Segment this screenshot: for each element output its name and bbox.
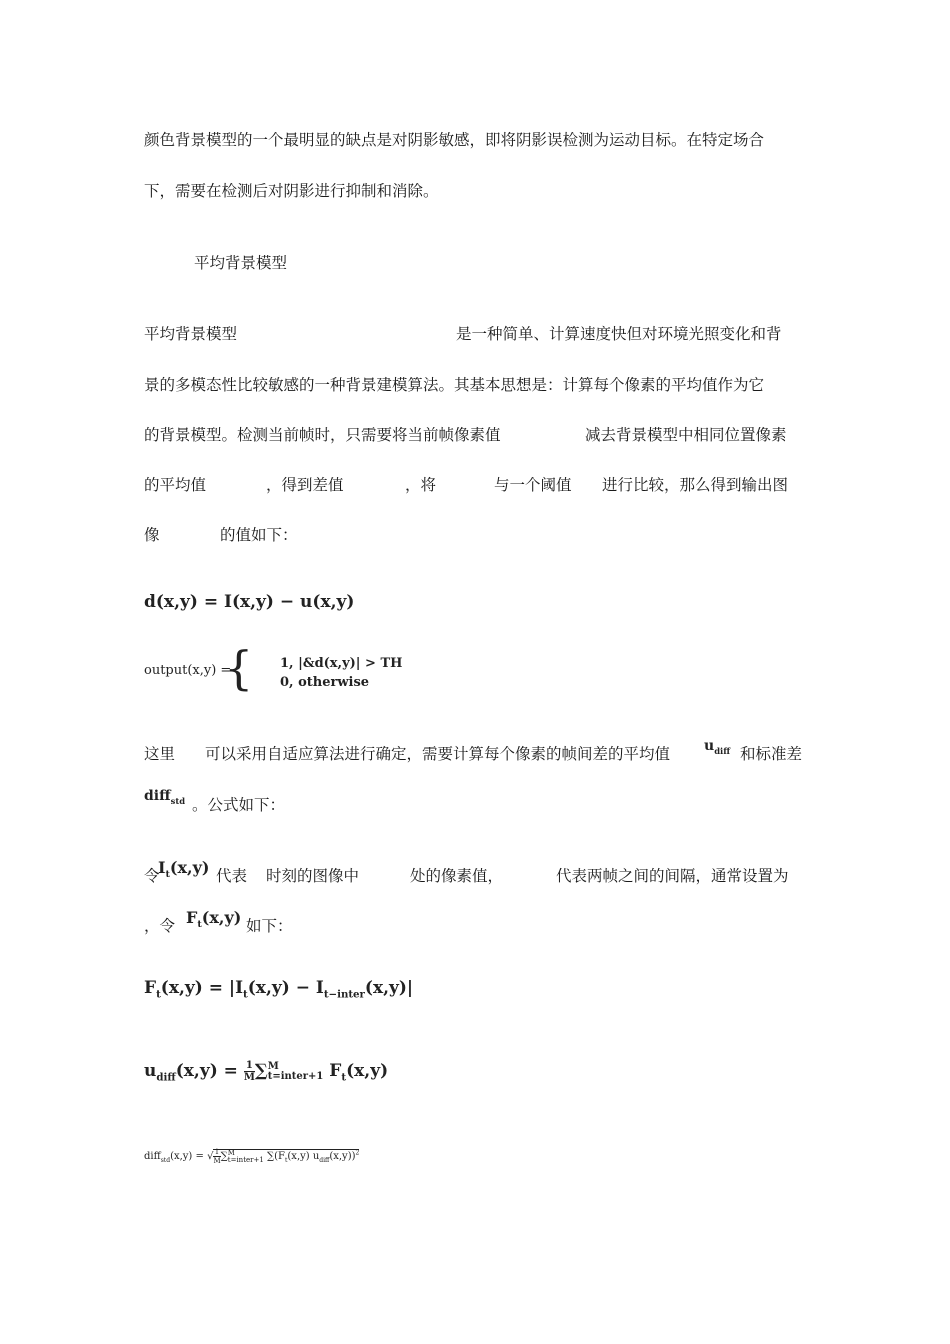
equation-diff-std-fraction: $\frac{1}{M}$ bbox=[213, 1148, 221, 1165]
section-heading: 平均背景模型 bbox=[194, 254, 288, 272]
paragraph-3-line-1b: 可以采用自适应算法进行确定，需要计算每个像素的帧间差的平均值 bbox=[205, 745, 671, 763]
paragraph-4-line-2b: 如下： bbox=[246, 917, 293, 935]
paragraph-4-line-1a: 令 bbox=[144, 867, 160, 885]
symbol-f-t: $F_t(x,y)$ bbox=[186, 908, 242, 931]
paragraph-2-line-3a: 的背景模型。检测当前帧时，只需要将当前帧像素值 bbox=[144, 426, 501, 444]
paragraph-1-line-1: 颜色背景模型的一个最明显的缺点是对阴影敏感，即将阴影误检测为运动目标。在特定场合 bbox=[144, 131, 765, 149]
equation-output-brace: { bbox=[224, 641, 254, 695]
paragraph-2-line-5b: 的值如下： bbox=[220, 526, 298, 544]
paragraph-4-line-1c: 时刻的图像中 bbox=[266, 867, 360, 885]
equation-output-case-1: 1, |&d(x,y)| > TH bbox=[280, 656, 403, 671]
paragraph-2-line-1b: 是一种简单、计算速度快但对环境光照变化和背 bbox=[456, 325, 782, 343]
symbol-diff-std: diff$_{std}$ bbox=[144, 788, 186, 806]
paragraph-1-line-2: 下，需要在检测后对阴影进行抑制和消除。 bbox=[144, 182, 439, 200]
paragraph-2-line-4e: 进行比较，那么得到输出图 bbox=[602, 476, 789, 494]
equation-diff-std: diff$_{std}$(x,y) = √ $\frac{1}{M}$ ∑ M t=inter+1 $\sum(F_t(x,y)$ $u_{diff}(x,y))^2$ bbox=[144, 1148, 360, 1165]
paragraph-4-line-1d: 处的像素值， bbox=[410, 867, 504, 885]
paragraph-3-line-1a: 这里 bbox=[144, 745, 176, 763]
paragraph-2-line-1a: 平均背景模型 bbox=[144, 325, 238, 343]
symbol-i-t: $I_t(x,y)$ bbox=[158, 858, 210, 881]
paragraph-2-line-4a: 的平均值 bbox=[144, 476, 207, 494]
symbol-u-diff: $u_{diff}$ bbox=[704, 738, 731, 756]
equation-difference: d(x,y) = I(x,y) − u(x,y) bbox=[144, 592, 355, 612]
equation-u-diff-fraction: $\frac{1}{M}$ bbox=[243, 1060, 255, 1083]
paragraph-4-line-1e: 代表两帧之间的间隔，通常设置为 bbox=[556, 867, 789, 885]
paragraph-2-line-4b: ，得到差值 bbox=[266, 476, 344, 494]
equation-u-diff: $u_{diff}(x,y)$ = $\frac{1}{M}$ ∑ M t=inter+1 $F_t(x,y)$ bbox=[144, 1060, 389, 1084]
paragraph-2-line-2: 景的多模态性比较敏感的一种背景建模算法。其基本思想是：计算每个像素的平均值作为它 bbox=[144, 376, 765, 394]
paragraph-4-line-2a: ，令 bbox=[144, 917, 176, 935]
paragraph-4-line-1b: 代表 bbox=[216, 867, 248, 885]
equation-output-case-2: 0, otherwise bbox=[280, 675, 370, 690]
paragraph-2-line-4c: ，将 bbox=[405, 476, 437, 494]
paragraph-3-line-2b: 。公式如下： bbox=[192, 796, 286, 814]
paragraph-3-line-1c: 和标准差 bbox=[740, 745, 803, 763]
paragraph-2-line-4d: 与一个阈值 bbox=[494, 476, 572, 494]
equation-frame-difference: $F_t(x,y) = |I_t(x,y) - I_{t-inter}(x,y)|$ bbox=[144, 978, 414, 1001]
paragraph-2-line-3b: 减去背景模型中相同位置像素 bbox=[585, 426, 787, 444]
paragraph-2-line-5a: 像 bbox=[144, 526, 160, 544]
equation-output-lhs: output(x,y) = bbox=[144, 663, 232, 678]
